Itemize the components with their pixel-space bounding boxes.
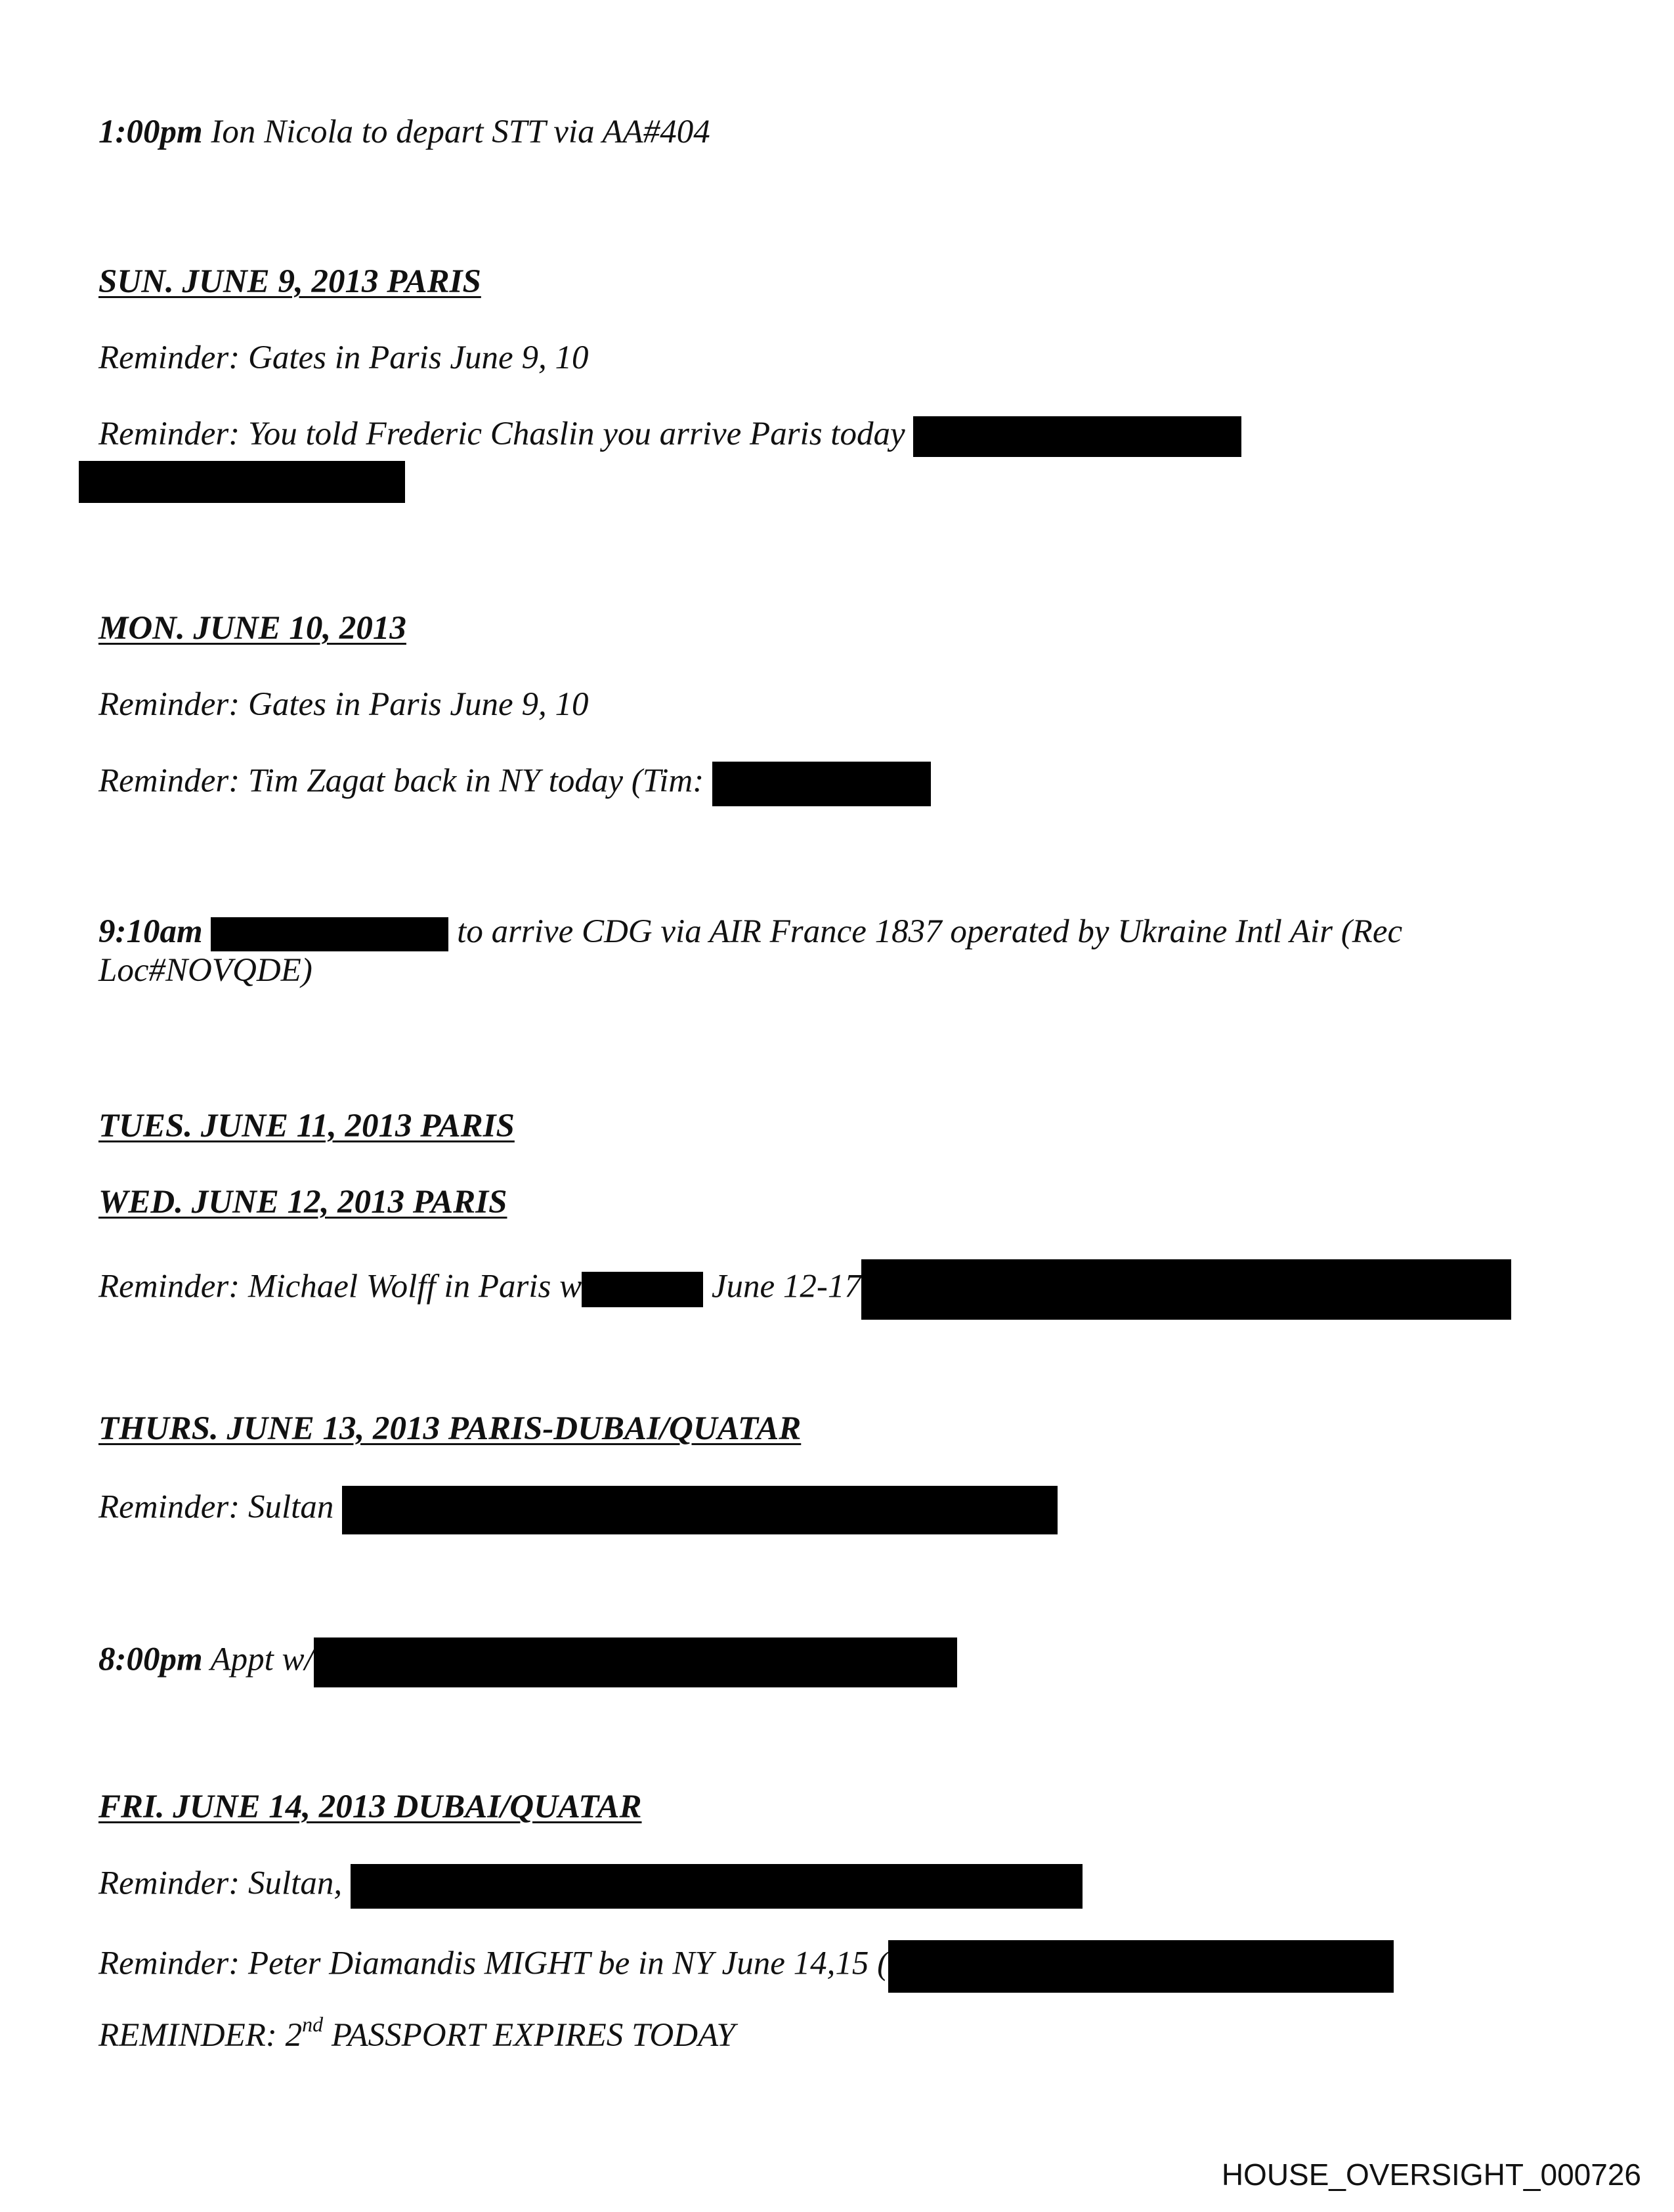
reminder-text: Reminder: Peter Diamandis MIGHT be in NY June 14,15 ( bbox=[98, 1945, 889, 1982]
reminder-sultan bbox=[98, 1864, 1083, 1909]
redaction-box bbox=[582, 1272, 703, 1307]
reminder-text: Reminder: Sultan bbox=[98, 1488, 343, 1526]
day-heading-fri-june-14: FRI. JUNE 14, 2013 DUBAI/QUATAR bbox=[98, 1789, 642, 1825]
reminder-frederic-chaslin bbox=[98, 415, 1241, 457]
redaction-box bbox=[342, 1486, 1058, 1534]
redaction-box bbox=[211, 917, 448, 951]
entry-appointment bbox=[98, 1637, 957, 1687]
reminder-text: Reminder: Tim Zagat back in NY today (Tim: bbox=[98, 762, 712, 800]
entry-text: to arrive CDG via AIR France 1837 operated by Ukraine Intl Air (Rec Loc#NOVQDE) bbox=[98, 913, 1403, 989]
reminder-gates-paris: Reminder: Gates in Paris June 9, 10 bbox=[98, 339, 589, 376]
reminder-tim-zagat bbox=[98, 762, 931, 806]
entry-time: 9:10am bbox=[98, 913, 203, 950]
ordinal-suffix: nd bbox=[302, 2012, 324, 2036]
reminder-gates-paris: Reminder: Gates in Paris June 9, 10 bbox=[98, 686, 589, 723]
day-heading-wed-june-12: WED. JUNE 12, 2013 PARIS bbox=[98, 1184, 507, 1221]
reminder-text: Reminder: Sultan, bbox=[98, 1865, 351, 1902]
entry-time: 8:00pm bbox=[98, 1641, 203, 1678]
reminder-sultan bbox=[98, 1486, 1058, 1534]
redaction-box bbox=[913, 416, 1241, 457]
entry-text: Appt w/ bbox=[202, 1641, 314, 1678]
reminder-text: PASSPORT EXPIRES TODAY bbox=[323, 2017, 735, 2054]
day-heading-thurs-june-13: THURS. JUNE 13, 2013 PARIS-DUBAI/QUATAR bbox=[98, 1410, 802, 1447]
redaction-box bbox=[314, 1637, 957, 1687]
day-heading-mon-june-10: MON. JUNE 10, 2013 bbox=[98, 610, 406, 647]
reminder-peter-diamandis bbox=[98, 1940, 1394, 1993]
reminder-text: REMINDER: 2 bbox=[98, 2017, 303, 2054]
redaction-box bbox=[712, 762, 931, 806]
day-heading-tues-june-11: TUES. JUNE 11, 2013 PARIS bbox=[98, 1108, 515, 1144]
entry-time: 1:00pm bbox=[98, 114, 203, 150]
entry-ion-nicola-departure bbox=[98, 113, 710, 151]
reminder-text: June 12-17 bbox=[703, 1268, 861, 1305]
redaction-box bbox=[79, 461, 405, 503]
entry-cdg-arrival bbox=[98, 913, 1562, 989]
bates-number: HOUSE_OVERSIGHT_000726 bbox=[1221, 2158, 1641, 2192]
redaction-box bbox=[861, 1259, 1511, 1320]
redaction-box bbox=[351, 1864, 1083, 1909]
reminder-passport-expires bbox=[98, 2012, 735, 2054]
day-heading-sun-june-9: SUN. JUNE 9, 2013 PARIS bbox=[98, 263, 481, 300]
entry-text: Ion Nicola to depart STT via AA#404 bbox=[202, 114, 710, 150]
reminder-text: Reminder: Michael Wolff in Paris w bbox=[98, 1268, 582, 1305]
redaction-box bbox=[888, 1940, 1394, 1993]
reminder-michael-wolff bbox=[98, 1259, 1511, 1320]
reminder-text: Reminder: You told Frederic Chaslin you arrive Paris today bbox=[98, 416, 914, 452]
